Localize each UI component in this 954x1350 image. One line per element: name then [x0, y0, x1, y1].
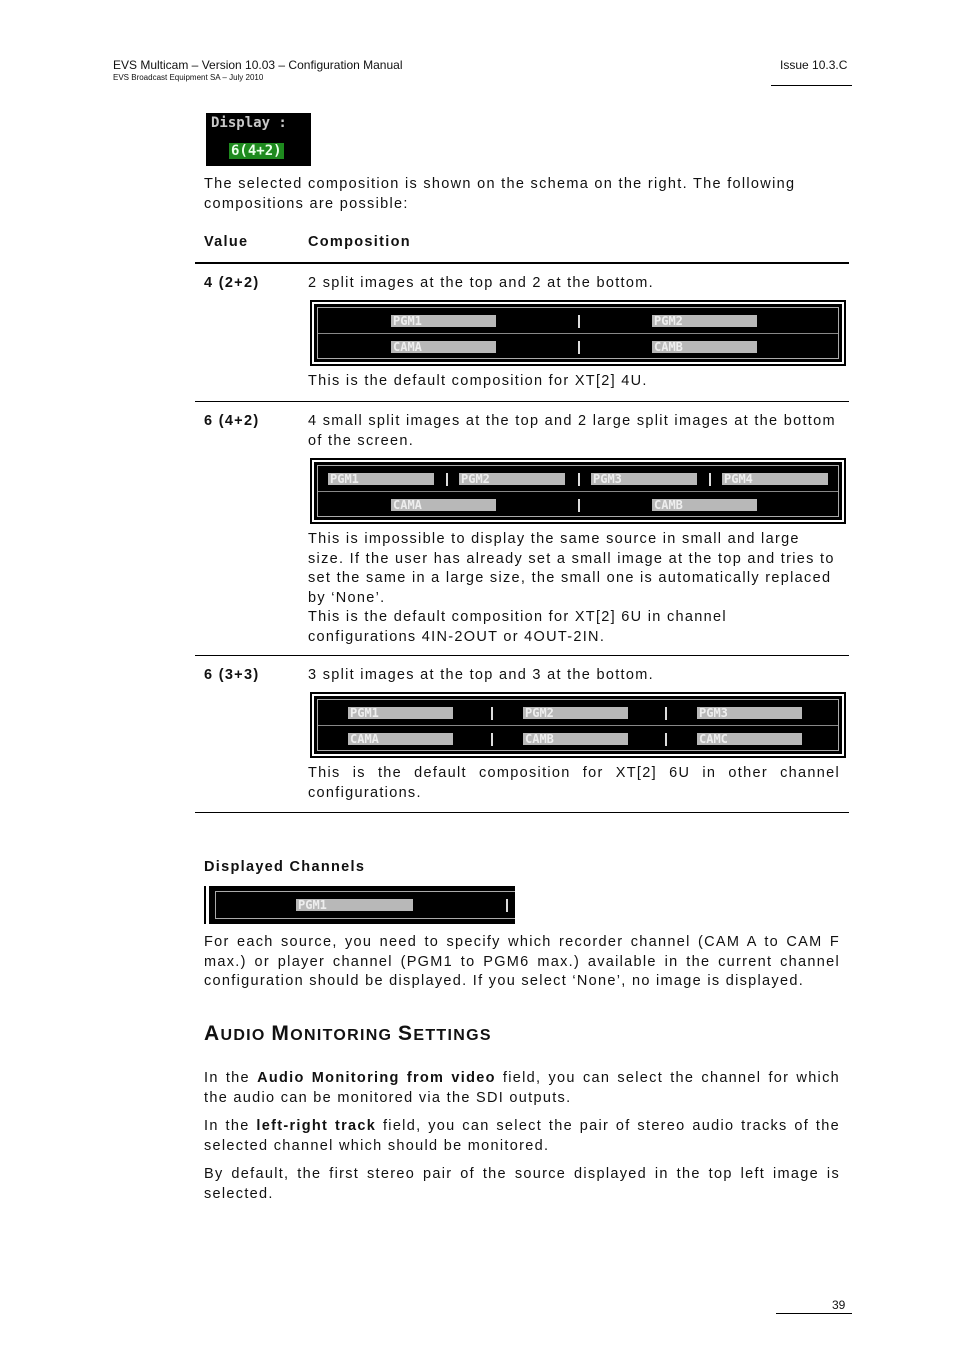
table-bottom-rule — [195, 812, 849, 813]
composition-screen-6-4-2 — [312, 460, 844, 522]
slot-pgm2: PGM2 — [459, 473, 565, 485]
slot-pgm2: PGM2 — [652, 315, 757, 327]
composition-screen-6-3-3 — [312, 694, 844, 756]
footer-rule — [776, 1313, 852, 1314]
table-header-composition: Composition — [308, 234, 411, 250]
slot-cama: CAMA — [348, 733, 453, 745]
displayed-channels-paragraph: For each source, you need to specify which recorder channel (CAM A to CAM F max.) or player channel (PGM1 to PGM6 max.) available in the current channel configuration should be displayed. If you select ‘None’, no image is displayed. — [204, 934, 840, 989]
row-desc-6-4-2: 4 small split images at the top and 2 large split images at the bottom of the screen. — [308, 413, 836, 449]
slot-camc: CAMC — [697, 733, 802, 745]
slot-pgm1: PGM1 — [391, 315, 496, 327]
slot-pgm1: PGM1 — [296, 899, 413, 911]
display-value: 6(4+2) — [231, 143, 282, 159]
row-value-4-2-2: 4 (2+2) — [204, 275, 260, 291]
slot-pgm1: PGM1 — [348, 707, 453, 719]
slot-cama: CAMA — [391, 499, 496, 511]
header-subtitle: EVS Broadcast Equipment SA – July 2010 — [113, 73, 264, 82]
displayed-channels-heading: Displayed Channels — [204, 859, 366, 875]
row-desc-4-2-2: 2 split images at the top and 2 at the bottom. — [308, 275, 654, 291]
row-note-6-4-2: This is impossible to display the same source in small and large size. If the user has already set a small image at the top and tries to set the same in a large size, the small one is automatically replaced by ‘None’. This is the default composition for XT[2] 6U in channel configurations 4IN-2OUT or 4OUT-2IN. — [308, 531, 835, 645]
display-label: Display : — [211, 115, 287, 131]
audio-monitoring-heading: AUDIO MONITORING SETTINGS — [204, 1022, 492, 1045]
row-desc-6-3-3: 3 split images at the top and 3 at the bottom. — [308, 667, 654, 683]
slot-pgm1: PGM1 — [328, 473, 434, 485]
slot-camb: CAMB — [652, 499, 757, 511]
page-number: 39 — [832, 1298, 846, 1312]
row-value-6-3-3: 6 (3+3) — [204, 667, 260, 683]
table-header-value: Value — [204, 234, 249, 250]
displayed-channels-widget — [206, 886, 515, 924]
slot-pgm2: PGM2 — [523, 707, 628, 719]
audio-paragraph-1: In the Audio Monitoring from video field, you can select the channel for which the audio can be monitored via the SDI outputs. — [204, 1070, 840, 1106]
header-rule — [771, 85, 852, 86]
slot-pgm3: PGM3 — [697, 707, 802, 719]
row-value-6-4-2: 6 (4+2) — [204, 413, 260, 429]
header-title: EVS Multicam – Version 10.03 – Configuration Manual — [113, 58, 403, 72]
header-issue: Issue 10.3.C — [780, 58, 848, 72]
table-header-rule — [195, 262, 849, 264]
slot-cama: CAMA — [391, 341, 496, 353]
row-rule-1 — [195, 401, 849, 402]
slot-pgm3: PGM3 — [591, 473, 697, 485]
slot-pgm4: PGM4 — [722, 473, 828, 485]
row-note-6-3-3: This is the default composition for XT[2] 6U in other channel configurations. — [308, 765, 840, 801]
audio-paragraph-3: By default, the first stereo pair of the source displayed in the top left image is selected. — [204, 1166, 840, 1202]
row-note-4-2-2: This is the default composition for XT[2] 4U. — [308, 373, 648, 389]
row-rule-2 — [195, 655, 849, 656]
slot-camb: CAMB — [652, 341, 757, 353]
intro-paragraph: The selected composition is shown on the schema on the right. The following compositions are possible: — [204, 176, 796, 212]
audio-paragraph-2: In the left-right track field, you can select the pair of stereo audio tracks of the selected channel which should be monitored. — [204, 1118, 840, 1154]
slot-camb: CAMB — [523, 733, 628, 745]
display-widget — [206, 113, 311, 166]
composition-screen-4-2-2 — [312, 302, 844, 364]
